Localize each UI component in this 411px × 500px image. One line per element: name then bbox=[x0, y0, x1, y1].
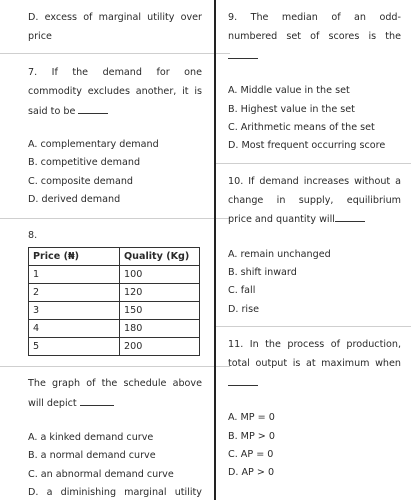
question-7-option-b: B. competitive demand bbox=[28, 157, 141, 168]
question-8-option-b: B. a normal demand curve bbox=[28, 450, 156, 461]
table-row bbox=[29, 338, 200, 356]
answer-blank bbox=[228, 50, 258, 59]
question-divider bbox=[216, 326, 411, 327]
question-divider bbox=[216, 163, 411, 164]
table-row bbox=[29, 284, 200, 302]
question-divider bbox=[0, 218, 230, 219]
question-10-option-a: A. remain unchanged bbox=[228, 249, 331, 260]
question-7-text: commodity excludes another, it is bbox=[28, 86, 202, 97]
table-cell: 5 bbox=[29, 338, 120, 356]
question-11-option-d: D. AP > 0 bbox=[228, 467, 275, 478]
question-9-text: numbered set of scores is the bbox=[228, 31, 401, 42]
question-10-text: price and quantity will bbox=[228, 213, 365, 226]
question-10-option-d: D. rise bbox=[228, 304, 259, 315]
table-header-cell: Price (₦) bbox=[29, 248, 120, 266]
answer-blank bbox=[335, 213, 365, 222]
table-cell: 150 bbox=[120, 302, 200, 320]
question-text-line: D. excess of marginal utility over bbox=[28, 12, 202, 23]
table-cell: 180 bbox=[120, 320, 200, 338]
question-11-option-b: B. MP > 0 bbox=[228, 431, 275, 442]
question-divider bbox=[0, 366, 230, 367]
question-7-option-c: C. composite demand bbox=[28, 176, 134, 187]
question-11-option-c: C. AP = 0 bbox=[228, 449, 274, 460]
question-10-text: 10. If demand increases without a bbox=[228, 176, 401, 187]
table-row bbox=[29, 320, 200, 338]
question-divider bbox=[0, 53, 230, 54]
question-8-number: 8. bbox=[28, 230, 38, 241]
question-8-option-d: D. a diminishing marginal utility bbox=[28, 487, 202, 498]
question-8-option-c: C. an abnormal demand curve bbox=[28, 469, 174, 480]
question-7-option-d: D. derived demand bbox=[28, 194, 121, 205]
table-row bbox=[29, 302, 200, 320]
table-header-cell: Quality (Kg) bbox=[120, 248, 200, 266]
question-9-text: 9. The median of an odd- bbox=[228, 12, 401, 23]
question-11-text bbox=[228, 377, 258, 390]
question-9-option-a: A. Middle value in the set bbox=[228, 85, 350, 96]
price-quantity-schedule-table bbox=[28, 247, 200, 356]
question-11-option-a: A. MP = 0 bbox=[228, 412, 275, 423]
answer-blank bbox=[78, 105, 108, 114]
table-cell: 3 bbox=[29, 302, 120, 320]
table-cell: 2 bbox=[29, 284, 120, 302]
question-8-text: will depict bbox=[28, 397, 114, 410]
question-11-text: total output is at maximum when bbox=[228, 358, 401, 369]
table-cell: 1 bbox=[29, 266, 120, 284]
table-header-row bbox=[29, 248, 200, 266]
question-7-option-a: A. complementary demand bbox=[28, 139, 159, 150]
question-10-option-c: C. fall bbox=[228, 285, 256, 296]
question-10-option-b: B. shift inward bbox=[228, 267, 297, 278]
table-cell: 4 bbox=[29, 320, 120, 338]
answer-blank bbox=[80, 397, 114, 406]
question-8-text: The graph of the schedule above bbox=[28, 378, 202, 389]
question-10-text: change in supply, equilibrium bbox=[228, 195, 401, 206]
table-row bbox=[29, 266, 200, 284]
question-9-option-d: D. Most frequent occurring score bbox=[228, 140, 386, 151]
table-cell: 200 bbox=[120, 338, 200, 356]
question-7-text: said to be bbox=[28, 105, 108, 118]
question-8-option-a: A. a kinked demand curve bbox=[28, 432, 154, 443]
question-7-text: 7. If the demand for one bbox=[28, 67, 202, 78]
table-cell: 120 bbox=[120, 284, 200, 302]
question-9-text bbox=[228, 50, 258, 63]
question-text-line: price bbox=[28, 31, 52, 42]
question-9-option-c: C. Arithmetic means of the set bbox=[228, 122, 375, 133]
question-9-option-b: B. Highest value in the set bbox=[228, 104, 355, 115]
answer-blank bbox=[228, 377, 258, 386]
column-divider bbox=[214, 0, 216, 500]
question-11-text: 11. In the process of production, bbox=[228, 339, 401, 350]
table-cell: 100 bbox=[120, 266, 200, 284]
